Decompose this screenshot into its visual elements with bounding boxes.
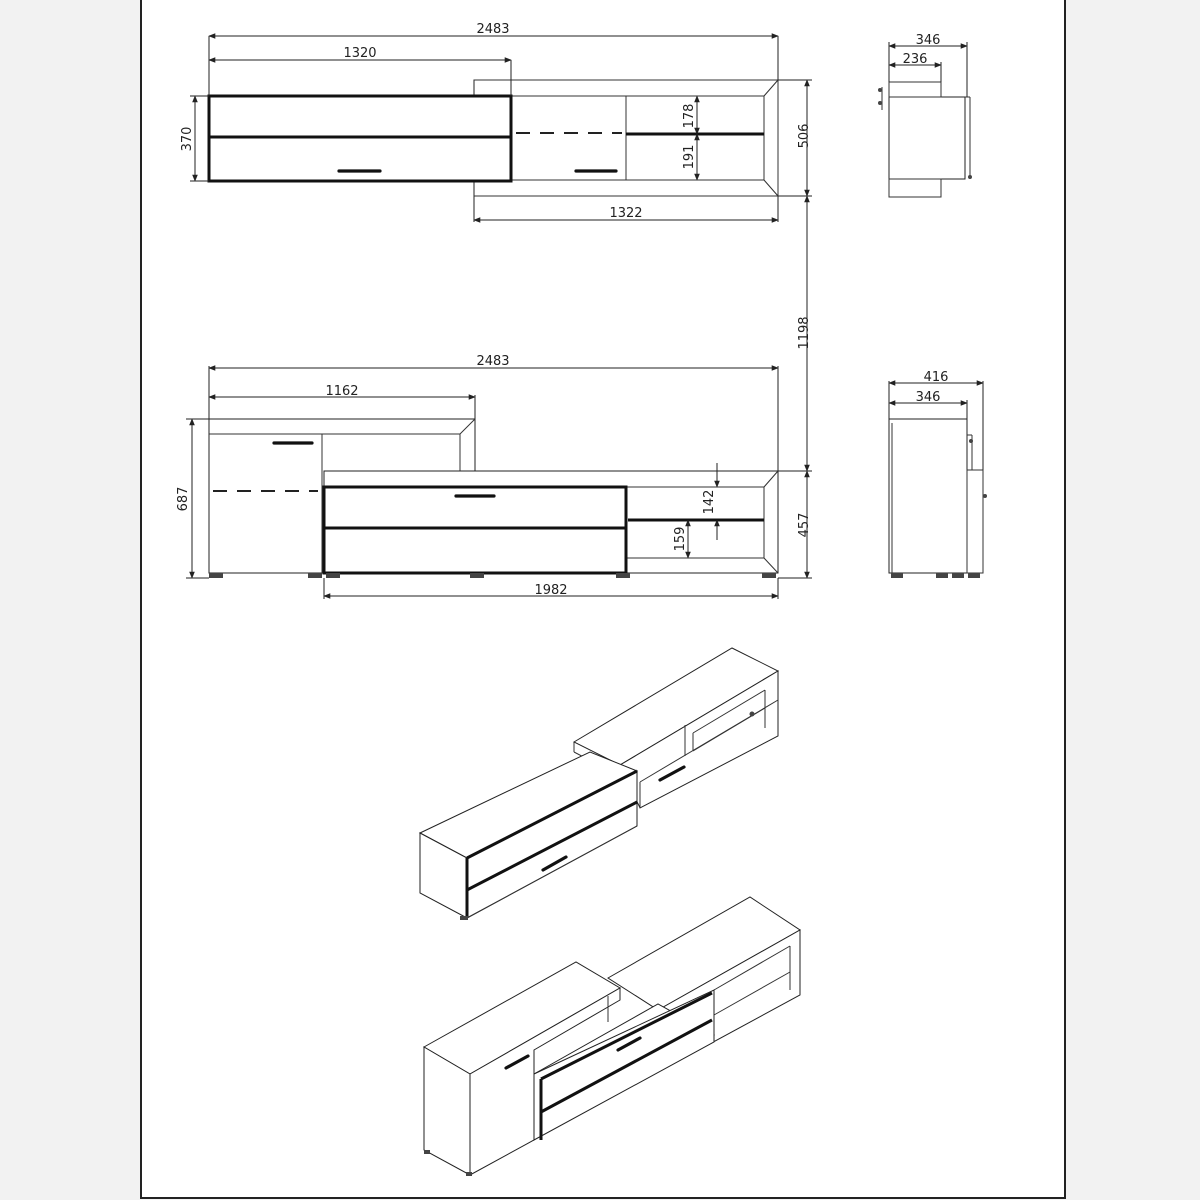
dim-top-right-width: 1322 — [609, 206, 643, 221]
dim-front-lower-height: 457 — [797, 512, 812, 538]
dim-top-lower-shelf: 191 — [682, 144, 697, 170]
dim-front-side-inner-depth: 346 — [915, 390, 941, 405]
front-side-view — [889, 370, 987, 578]
dim-front-lower-width: 1982 — [534, 583, 568, 598]
dim-top-side-outer-depth: 346 — [915, 33, 941, 48]
top-side-view — [878, 33, 972, 197]
dim-front-shelf-upper: 142 — [702, 489, 717, 515]
isometric-view-2 — [424, 897, 800, 1176]
dim-front-side-outer-depth: 416 — [923, 370, 949, 385]
dim-front-vertical-offset: 1198 — [797, 316, 812, 350]
dim-front-upper-height: 687 — [176, 486, 191, 512]
dim-front-upper-width: 1162 — [325, 384, 359, 399]
dim-top-left-depth: 370 — [180, 126, 195, 152]
isometric-view-1 — [420, 648, 778, 920]
front-view — [176, 196, 812, 599]
dim-top-left-width: 1320 — [343, 46, 377, 61]
dim-front-overall-width: 2483 — [476, 354, 510, 369]
dim-top-upper-shelf: 178 — [682, 103, 697, 129]
top-view — [180, 22, 812, 222]
dim-front-shelf-lower: 159 — [673, 526, 688, 552]
dim-top-overall-width: 2483 — [476, 22, 510, 37]
dim-top-side-inner-depth: 236 — [902, 52, 928, 67]
dim-top-right-depth: 506 — [797, 123, 812, 149]
